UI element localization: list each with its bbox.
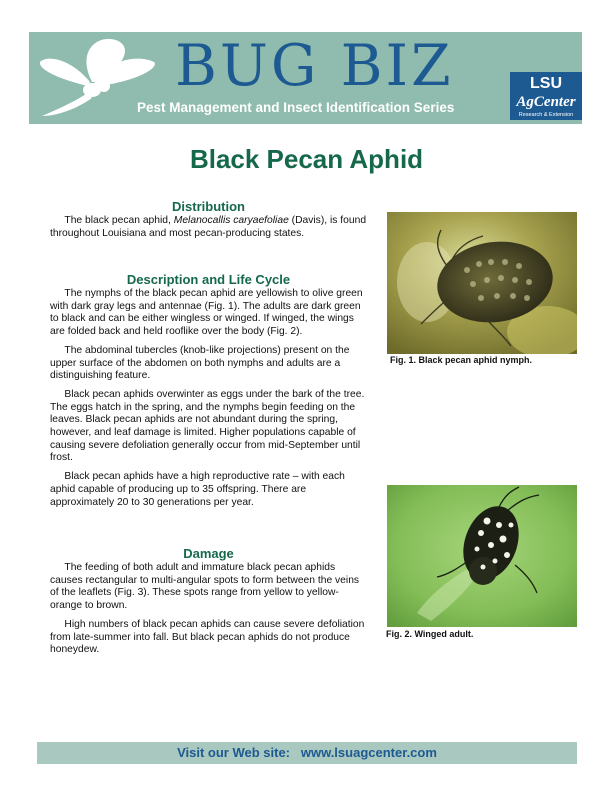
species-name: Melanocallis caryaefoliae [173,215,289,226]
brand-title: BUG BIZ [175,33,454,99]
figure-1-caption: Fig. 1. Black pecan aphid nymph. [390,355,533,365]
winged-adult-photo-image [387,485,577,627]
lsu-agcenter-logo [510,72,582,120]
figure-2-caption: Fig. 2. Winged adult. [386,629,474,639]
description-paragraph-2: The abdominal tubercles (knob-like projections) present on the upper surface of the abdomen on both nymphs and adults are a distinguishing feature. [50,344,350,382]
page-title: Black Pecan Aphid [189,144,424,174]
footer-band [37,742,577,764]
distribution-heading: Distribution [172,199,245,214]
footer-website-text[interactable]: Visit our Web site: www.lsuagcenter.com [177,745,437,760]
nymph-photo-image [387,212,577,354]
badge-line3: Research & Extension [518,112,574,118]
description-paragraph-3: Black pecan aphids overwinter as eggs under the bark of the tree. The eggs hatch in the spring, and the nymphs begin feeding on the leaves. Black pecan aphids are not abundant during the spring, however, and leaf damage is limited. Higher populations capable of causing severe defoliation generally occur from mid-September until frost. [50,388,365,464]
damage-section [50,546,367,657]
description-paragraph-1: The nymphs of the black pecan aphid are yellowish to olive green with dark gray legs and antennae (Fig. 1). The adults are dark green to black and can be either wingless or winged. If winged, the wings are folded back and held rooflike over the body (Fig. 2). [50,288,363,338]
damage-paragraph-2: High numbers of black pecan aphids can cause severe defoliation from late-summer into fall. But black pecan aphids do not produce honeydew. [50,618,365,656]
badge-line2: AgCenter [516,94,576,110]
figure-2-photo [387,485,577,627]
description-paragraph-4: Black pecan aphids have a high reproductive rate – with each aphid capable of producing up to 35 offspring. There are approximately 20 to 30 generations per year. [50,471,345,508]
series-subtitle: Pest Management and Insect Identification Series [137,100,455,115]
description-heading: Description and Life Cycle [126,272,291,287]
distribution-section [50,199,367,240]
distribution-paragraph: The black pecan aphid, Melanocallis caryaefoliae (Davis), is found throughout Louisiana and most pecan-producing states. [50,215,367,239]
badge-line1: LSU [530,75,562,92]
damage-paragraph-1: The feeding of both adult and immature black pecan aphids causes rectangular to multi-angular spots to form between the veins of the leaflets (Fig. 3). These spots range from yellow to yellow-orange to brown. [50,562,360,612]
figure-1-photo [387,212,577,354]
damage-heading: Damage [183,546,234,561]
description-section [50,272,367,509]
